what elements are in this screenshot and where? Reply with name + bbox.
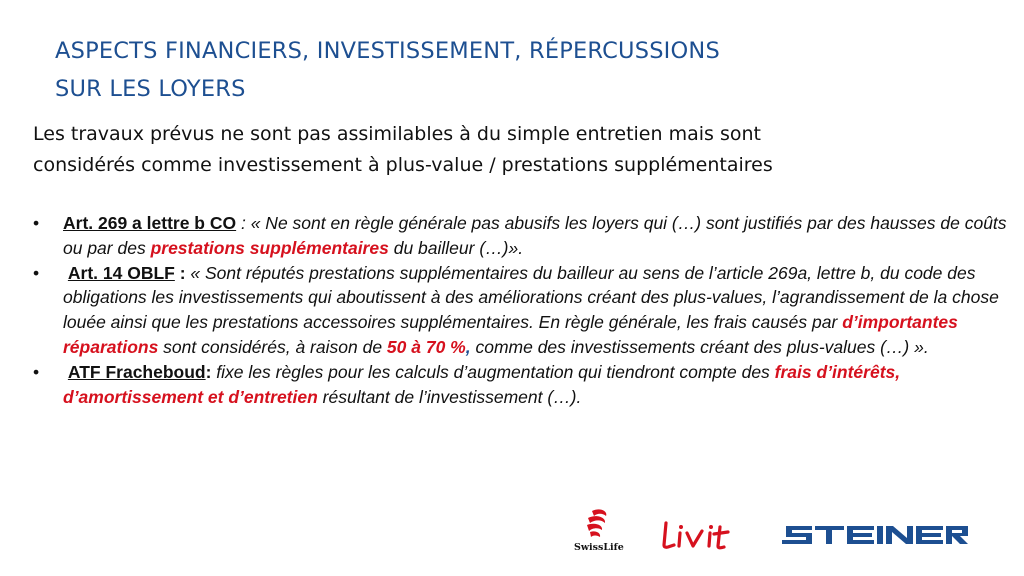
title-line-2: SUR LES LOYERS [55,76,246,102]
quote-text: : « Ne sont en règle générale pas abusifs les loyers qui (…) sont justifiés par des hausses de coûts ou par des [63,213,1007,258]
bullet-art-269a [33,211,1018,261]
intro-line-1: Les travaux prévus ne sont pas assimilables à du simple entretien mais sont [33,123,761,145]
highlight-text: prestations supplémentaires [150,237,389,258]
highlight-percentage: 50 à 70 % [386,336,466,357]
bullet-marker: • [33,361,40,382]
steiner-wordmark-icon [782,524,968,546]
legal-reference: Art. 269 a lettre b CO [63,213,237,233]
legal-reference: ATF Fracheboud [67,361,206,382]
steiner-logo [782,524,968,546]
bullet-marker: • [33,213,40,233]
quote-text: « Sont réputés prestations supplémentaires du bailleur au sens de l’article 269a, lettre b, du code des obligations les investissements qui aboutissent à des améliorations créant des plus-values, l’agrandissement de la chose louée ainsi que les prestations accessoires supplémentaires. En règle générale, les frais causés par [63,262,999,333]
reference-colon: : [205,361,212,382]
quote-text: fixe les règles pour les calculs d’augmentation qui tiendront compte des [211,361,775,382]
highlight-text: d’importantes [842,312,958,333]
swisslife-wordmark: SwissLife [574,542,624,553]
logo-bar [560,505,980,560]
highlight-text: frais d’intérêts, d’amortissement et d’entretien [63,361,901,407]
swisslife-logo [570,507,630,557]
slide-title [55,32,935,108]
quote-text: sont considérés, à raison de [158,336,387,357]
bullet-list [33,211,1018,409]
bullet-atf-fracheboud [33,360,1018,410]
quote-text: du bailleur (…)». [388,237,524,258]
highlight-text: réparations [63,336,159,357]
livit-logo [658,519,748,553]
bullet-art-14-oblf [33,261,1018,360]
title-line-1: ASPECTS FINANCIERS, INVESTISSEMENT, RÉPERCUSSIONS [55,38,720,64]
quote-text: comme des investissements créant des plus-values (…) ». [470,336,929,357]
intro-line-2: considérés comme investissement à plus-value / prestations supplémentaires [33,154,773,176]
quote-text: résultant de l’investissement (…). [317,386,582,407]
bullet-marker: • [33,262,40,283]
highlight-comma: , [465,336,471,357]
reference-colon: : [174,262,186,283]
livit-wordmark-icon [658,519,748,553]
legal-reference: Art. 14 OBLF [67,262,175,283]
intro-paragraph [33,119,993,181]
